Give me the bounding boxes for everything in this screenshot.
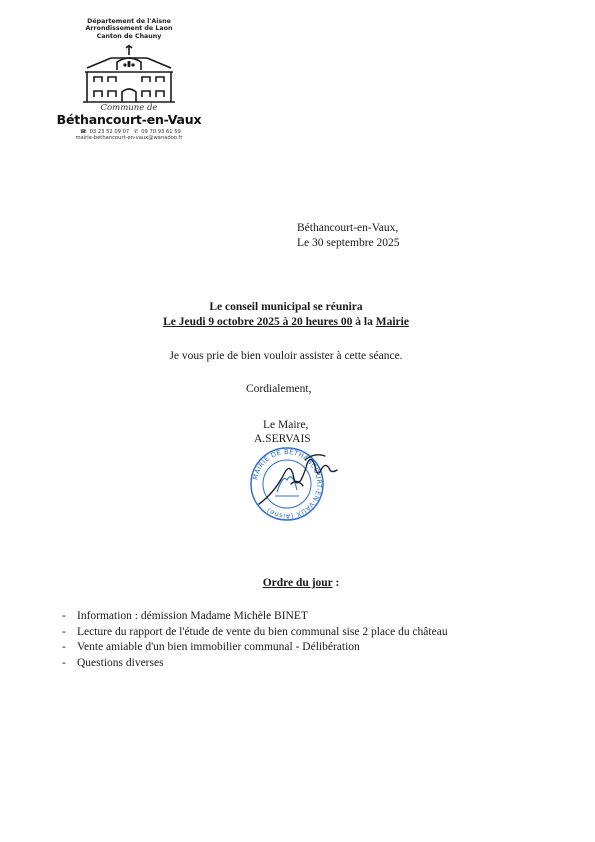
agenda-bullet: - [62,625,66,638]
email-address: mairie-bethancourt-en-vaux@wanadoo.fr [75,135,183,142]
phone-number-2: 09 70 93 61 59 [141,129,181,136]
convocation-block [0,300,572,330]
agenda-item [62,609,448,625]
agenda-item [62,656,448,672]
agenda-item [62,625,448,641]
agenda-item-text: Information : démission Madame Michèle BINET [77,610,308,622]
agenda-list [62,609,448,671]
place-date-block [297,221,400,251]
meeting-location: Mairie [375,316,409,328]
official-seal-icon [245,440,355,525]
department-line: Département de l'Aisne [87,18,171,25]
agenda-title [0,576,595,591]
meeting-connector: à la [352,316,376,328]
canton-line: Canton de Chauny [96,32,162,40]
agenda-title-colon: : [332,577,340,589]
agenda-item-text: Questions diverses [77,656,164,669]
stamp-text: MAIRIE DE BÉTHANCOURT-EN-VAUX (Aisne) [251,447,324,521]
arrondissement-line: Arrondissement de Laon [85,25,173,33]
agenda-bullet: - [62,656,66,669]
agenda-item [62,640,448,656]
letterhead [44,18,214,142]
signatory-name: A.SERVAIS [254,433,311,445]
agenda-item-text: Lecture du rapport de l'étude de vente du bien communal sise 2 place du château [77,625,448,638]
attendance-request: Je vous prie de bien vouloir assister à cette séance. [169,350,403,362]
closing-salutation: Cordialement, [246,383,312,395]
date: Le 30 septembre 2025 [297,237,400,249]
convocation-line-1: Le conseil municipal se réunira [209,301,363,313]
commune-label: Commune de [100,103,158,114]
commune-name: Béthancourt-en-Vaux [56,112,202,128]
signatory-role: Le Maire, [263,419,309,431]
agenda-title-text: Ordre du jour [262,577,333,589]
fax-icon: ✆ [133,129,139,136]
town-hall-icon [81,44,177,104]
phone-icon: ☎ [80,129,87,136]
handwritten-signature-icon [259,455,337,504]
meeting-datetime: Le Jeudi 9 octobre 2025 à 20 heures 00 [163,316,353,328]
convocation-line-2 [0,315,572,330]
phone-number-1: 03 23 52 09 07 [89,129,130,136]
place: Béthancourt-en-Vaux, [297,222,399,234]
agenda-item-text: Vente amiable d'un bien immobilier communal - Délibération [77,641,360,653]
agenda-bullet: - [62,641,66,653]
agenda-bullet: - [62,610,66,622]
